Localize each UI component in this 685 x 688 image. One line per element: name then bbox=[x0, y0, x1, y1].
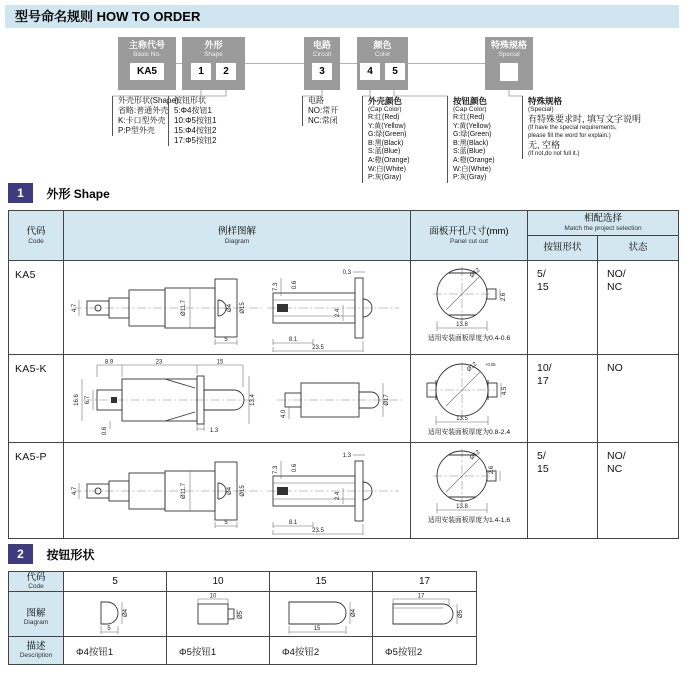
table-row-ka5-k bbox=[9, 355, 679, 443]
code-cell-basic: KA5 bbox=[130, 63, 164, 80]
button-code-cell: 17 bbox=[373, 572, 477, 592]
cell-button-shape bbox=[528, 443, 598, 539]
legend-title: 特殊规格 bbox=[528, 96, 563, 106]
legend-line: NO:常开 bbox=[308, 106, 339, 115]
cell-button-shape bbox=[528, 355, 598, 443]
cell-state bbox=[598, 261, 679, 355]
cutout-caption: 适用安装面板厚度为0.8-2.4 bbox=[427, 429, 511, 436]
legend-cap-color bbox=[362, 96, 410, 183]
code-cell-3: 3 bbox=[312, 63, 332, 80]
header-code-cn: 代码 bbox=[26, 571, 46, 583]
dimension-label: Ø12 bbox=[469, 449, 482, 462]
dimension-label: 23.5 bbox=[312, 344, 324, 351]
order-box-basic-no bbox=[118, 37, 176, 90]
section-2-head bbox=[8, 544, 94, 564]
section-2-badge: 2 bbox=[8, 544, 33, 564]
cell-state bbox=[598, 355, 679, 443]
dimension-label: 0.6 bbox=[292, 463, 298, 472]
header-description-cn: 描述 bbox=[26, 641, 46, 652]
header-diagram bbox=[64, 211, 411, 261]
order-box-special bbox=[485, 37, 533, 90]
box-title: 主称代号 bbox=[128, 40, 165, 50]
header-match bbox=[528, 211, 679, 236]
legend-line: B:黑(Black) bbox=[453, 139, 489, 147]
section-2-title: 按钮形状 bbox=[46, 547, 95, 562]
dimension-label: 2.6 bbox=[489, 465, 495, 475]
dimension-tolerance-label: +0.05 bbox=[485, 362, 496, 367]
header-diagram-cn: 图解 bbox=[26, 607, 46, 619]
legend-line: P:P型外壳 bbox=[118, 126, 155, 135]
button-diagram-svg-5 bbox=[65, 592, 165, 636]
diagram-svg-ka5 bbox=[67, 263, 407, 353]
button-shape-value: 5/ bbox=[537, 450, 546, 462]
legend-button-color bbox=[447, 96, 495, 183]
dimension-label: 5 bbox=[224, 336, 228, 343]
button-code-cell: 15 bbox=[270, 572, 373, 592]
dimension-label: Ø17 bbox=[384, 393, 390, 406]
order-diagram bbox=[0, 0, 685, 210]
button-code-cell: 5 bbox=[64, 572, 167, 592]
cell-diagram bbox=[64, 261, 411, 355]
button-desc-cell: Φ4按钮2 bbox=[270, 637, 373, 665]
dimension-label: Ø12 bbox=[466, 361, 479, 374]
dimension-label: 4.5 bbox=[502, 386, 508, 396]
table-row-ka5-p bbox=[9, 443, 679, 539]
button-desc-cell: Φ4按钮1 bbox=[64, 637, 167, 665]
legend-line: Y:黄(Yellow) bbox=[453, 122, 491, 130]
box-subtitle: Shape bbox=[204, 51, 223, 58]
dimension-label: 2.4 bbox=[335, 308, 341, 317]
dimension-label: Ø15 bbox=[240, 301, 246, 314]
dimension-label: 13.8 bbox=[456, 504, 468, 510]
button-diagram-cell bbox=[270, 592, 373, 637]
code-cell-5: 5 bbox=[385, 63, 405, 80]
dimension-label: Ø5 bbox=[457, 609, 464, 619]
legend-subtitle: (Cap Color) bbox=[453, 106, 487, 113]
button-code-cell: 10 bbox=[167, 572, 270, 592]
cutout-caption: 适用安装面板厚度为1.4-1.6 bbox=[427, 517, 511, 524]
header-match-en: Match the project selection bbox=[564, 225, 642, 232]
cell-panel-cutout bbox=[411, 443, 528, 539]
order-box-shape bbox=[182, 37, 245, 90]
dimension-label: 7.3 bbox=[273, 465, 279, 474]
order-box-circuit bbox=[304, 37, 340, 90]
code-cell-2: 2 bbox=[216, 63, 236, 80]
legend-line: B:黑(Black) bbox=[368, 139, 404, 147]
box-subtitle: Special bbox=[498, 51, 520, 58]
dimension-label: 15 bbox=[216, 359, 224, 365]
header-diagram-en: Diagram bbox=[224, 237, 250, 245]
cell-panel-cutout bbox=[411, 355, 528, 443]
button-diagram-cell bbox=[167, 592, 270, 637]
button-diagram-svg-17 bbox=[375, 592, 475, 636]
dimension-label: Ø15 bbox=[240, 484, 246, 497]
dimension-label: 13.8 bbox=[456, 322, 468, 328]
legend-subtitle: (Special) bbox=[528, 106, 554, 113]
dimension-label: Ø11.7 bbox=[181, 482, 187, 499]
dimension-label: 8.9 bbox=[104, 359, 114, 365]
cell-panel-cutout bbox=[411, 261, 528, 355]
legend-line: 无, 空格 bbox=[528, 140, 561, 150]
legend-line: 有特殊要求时, 填写文字说明 bbox=[528, 114, 642, 124]
header-diagram bbox=[9, 592, 64, 637]
legend-line: Y:黄(Yellow) bbox=[368, 122, 406, 130]
diagram-svg-ka5-p bbox=[67, 446, 407, 536]
button-shape-value: 15 bbox=[537, 463, 549, 475]
dimension-label: 2.4 bbox=[335, 491, 341, 500]
header-code bbox=[9, 572, 64, 592]
dimension-label: 16.6 bbox=[74, 393, 80, 406]
dimension-label: 0.6 bbox=[292, 280, 298, 289]
header-code-en: Code bbox=[28, 237, 44, 245]
header-match-cn: 相配选择 bbox=[584, 213, 623, 224]
cell-state bbox=[598, 443, 679, 539]
dimension-label: 7.3 bbox=[273, 282, 279, 291]
legend-line: 电路 bbox=[308, 96, 324, 105]
legend-line: 10:Φ5按钮1 bbox=[174, 116, 217, 125]
state-value: NC bbox=[607, 463, 623, 475]
header-state bbox=[598, 236, 679, 261]
legend-line: R:红(Red) bbox=[368, 114, 400, 121]
button-shape-value: 15 bbox=[537, 281, 549, 293]
button-diagram-svg-10 bbox=[168, 592, 268, 636]
legend-line: G:绿(Green) bbox=[368, 131, 407, 139]
state-value: NO/ bbox=[607, 450, 626, 462]
legend-line: K:卡口型外壳 bbox=[118, 116, 166, 125]
header-button-shape bbox=[528, 236, 598, 261]
legend-line: S:蓝(Blue) bbox=[368, 148, 401, 156]
box-subtitle: Circuit bbox=[312, 51, 332, 58]
header-description-en: Description bbox=[19, 652, 53, 659]
button-shape-value: 5/ bbox=[537, 268, 546, 280]
shape-table bbox=[8, 210, 679, 539]
box-title: 特殊规格 bbox=[490, 40, 527, 50]
button-diagram-cell bbox=[64, 592, 167, 637]
header-code-en: Code bbox=[28, 582, 44, 590]
button-table bbox=[8, 571, 477, 665]
box-subtitle: Basic No. bbox=[133, 51, 161, 58]
button-diagram-svg-15 bbox=[271, 592, 371, 636]
header-description bbox=[9, 637, 64, 665]
button-desc-cell: Φ5按钮1 bbox=[167, 637, 270, 665]
legend-line: please fill the word for explain.) bbox=[528, 132, 611, 139]
dimension-label: 8.1 bbox=[288, 519, 298, 526]
cell-button-shape bbox=[528, 261, 598, 355]
header-panel-cutout bbox=[411, 211, 528, 261]
box-title: 颜色 bbox=[373, 40, 392, 50]
section-1-title: 外形 Shape bbox=[46, 186, 110, 201]
legend-line: A:橙(Orange) bbox=[368, 156, 410, 164]
legend-line: (If not,do not full it.) bbox=[528, 151, 580, 157]
header-panel-cn: 面板开孔尺寸(mm) bbox=[429, 225, 509, 237]
dimension-label: 17 bbox=[417, 593, 424, 600]
legend-button-shape bbox=[168, 96, 216, 146]
cell-code: KA5-P bbox=[9, 443, 64, 539]
dimension-label: 4.7 bbox=[72, 486, 78, 495]
dimension-label: 0.6 bbox=[102, 426, 108, 435]
cell-code: KA5-K bbox=[9, 355, 64, 443]
dimension-label: 5 bbox=[224, 519, 228, 526]
legend-line: W:白(White) bbox=[453, 165, 491, 173]
legend-line: (If have the special requirements, bbox=[528, 125, 617, 131]
dimension-label: Ø5 bbox=[238, 610, 244, 620]
legend-line: G:绿(Green) bbox=[453, 131, 492, 139]
dimension-label: 4.0 bbox=[281, 409, 287, 418]
dimension-label: Ø4 bbox=[123, 608, 129, 618]
dimension-label: 0.3 bbox=[342, 269, 351, 276]
header-code-cn: 代码 bbox=[26, 225, 46, 237]
table-row-ka5 bbox=[9, 261, 679, 355]
button-diagram-cell bbox=[373, 592, 477, 637]
legend-special bbox=[522, 96, 641, 159]
legend-line: 按钮形状 bbox=[174, 96, 206, 105]
dimension-label: 15 bbox=[313, 626, 321, 632]
dimension-label: Ø4 bbox=[227, 303, 233, 312]
dimension-label: Ø12 bbox=[469, 267, 482, 280]
cutout-svg-ka5-k bbox=[413, 358, 525, 428]
dimension-label: 10 bbox=[209, 593, 217, 600]
section-1-head bbox=[8, 183, 110, 203]
legend-line: S:蓝(Blue) bbox=[453, 148, 486, 156]
code-cell-special-blank bbox=[500, 63, 518, 81]
dimension-label: 2.6 bbox=[501, 292, 507, 302]
legend-line: NC:常闭 bbox=[308, 116, 338, 125]
dimension-label: Ø4 bbox=[351, 608, 357, 618]
section-1-badge: 1 bbox=[8, 183, 33, 203]
header-button-shape-cn: 按钮形状 bbox=[543, 242, 582, 253]
legend-line: 5:Φ4按钮1 bbox=[174, 106, 212, 115]
cell-diagram bbox=[64, 355, 411, 443]
header-diagram-en: Diagram bbox=[23, 618, 49, 626]
button-shape-value: 17 bbox=[537, 375, 549, 387]
dimension-label: 8.1 bbox=[288, 336, 298, 343]
dimension-label: Ø4 bbox=[227, 486, 233, 495]
legend-line: 外壳形状(Shape) bbox=[118, 96, 179, 105]
code-cell-1: 1 bbox=[191, 63, 211, 80]
button-shape-value: 10/ bbox=[537, 362, 552, 374]
state-value: NO bbox=[607, 362, 623, 374]
header-code bbox=[9, 211, 64, 261]
cell-code: KA5 bbox=[9, 261, 64, 355]
dimension-label: 23.5 bbox=[312, 527, 324, 534]
dimension-label: 1.3 bbox=[209, 427, 219, 434]
header-panel-en: Panel cut out bbox=[450, 237, 488, 245]
box-subtitle: Color bbox=[374, 51, 391, 58]
legend-line: P:灰(Gray) bbox=[453, 174, 487, 182]
cutout-caption: 适用安装面板厚度为0.4-0.6 bbox=[427, 335, 511, 342]
diagram-svg-ka5-k bbox=[67, 357, 407, 441]
state-value: NO/ bbox=[607, 268, 626, 280]
box-title: 外形 bbox=[204, 40, 223, 50]
legend-line: 17:Φ5按钮2 bbox=[174, 136, 217, 145]
legend-line: R:红(Red) bbox=[453, 114, 485, 121]
order-box-color bbox=[357, 37, 408, 90]
legend-circuit bbox=[302, 96, 338, 126]
box-title: 电路 bbox=[312, 40, 331, 50]
dimension-label: 13.4 bbox=[250, 393, 256, 406]
legend-line: W:白(White) bbox=[368, 165, 406, 173]
legend-title: 外壳颜色 bbox=[368, 96, 403, 106]
dimension-label: 4.7 bbox=[72, 303, 78, 312]
state-value: NC bbox=[607, 281, 623, 293]
header-diagram-cn: 例样图解 bbox=[217, 225, 256, 237]
cell-diagram bbox=[64, 443, 411, 539]
dimension-label: 5 bbox=[107, 626, 111, 632]
cutout-svg-ka5 bbox=[413, 264, 525, 334]
header-state-cn: 状态 bbox=[628, 242, 648, 253]
button-desc-cell: Φ5按钮2 bbox=[373, 637, 477, 665]
legend-title: 按钮颜色 bbox=[453, 96, 488, 106]
dimension-label: 1.3 bbox=[342, 452, 351, 459]
legend-line: P:灰(Gray) bbox=[368, 174, 402, 182]
dimension-label: 13.5 bbox=[456, 416, 468, 422]
cutout-svg-ka5-p bbox=[413, 446, 525, 516]
legend-line: 15:Φ4按钮2 bbox=[174, 126, 217, 135]
legend-subtitle: (Cap Color) bbox=[368, 106, 402, 113]
legend-line: 省略:普通外壳 bbox=[118, 106, 169, 115]
code-cell-4: 4 bbox=[360, 63, 380, 80]
dimension-label: Ø11.7 bbox=[181, 299, 187, 316]
page-title: 型号命名规则 HOW TO ORDER bbox=[5, 5, 679, 28]
dimension-label: 23 bbox=[155, 359, 163, 365]
legend-line: A:橙(Orange) bbox=[453, 156, 495, 164]
dimension-label: 6.7 bbox=[85, 395, 91, 404]
